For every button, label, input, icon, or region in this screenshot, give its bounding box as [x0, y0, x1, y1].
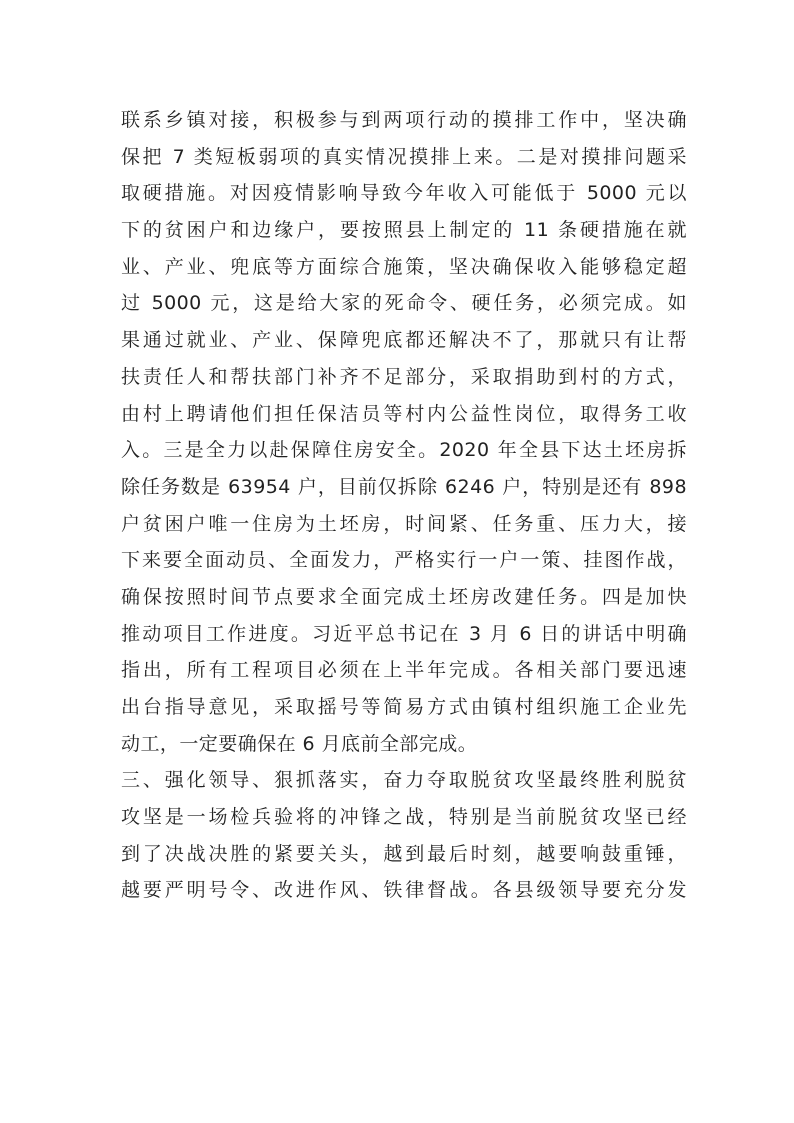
section-heading-line: 三、强化领导、狠抓落实，奋力夺取脱贫攻坚最终胜利脱贫	[121, 769, 687, 792]
text-line: 扶责任人和帮扶部门补齐不足部分，采取捐助到村的方式，	[121, 365, 687, 388]
text-line: 户贫困户唯一住房为土坯房，时间紧、任务重、压力大，接	[121, 512, 687, 535]
text-line: 出台指导意见，采取摇号等简易方式由镇村组织施工企业先	[121, 696, 687, 718]
text-line: 由村上聘请他们担任保洁员等村内公益性岗位，取得务工收	[121, 402, 687, 425]
text-line: 除任务数是 63954 户，目前仅拆除 6246 户，特别是还有 898	[121, 475, 687, 498]
text-line: 下来要全面动员、全面发力，严格实行一户一策、挂图作战，	[121, 549, 687, 572]
text-line: 过 5000 元，这是给大家的死命令、硬任务，必须完成。如	[121, 292, 687, 315]
text-line: 下的贫困户和边缘户，要按照县上制定的 11 条硬措施在就	[121, 219, 687, 242]
text-line: 入。三是全力以赴保障住房安全。2020 年全县下达土坯房拆	[121, 439, 687, 462]
text-line: 联系乡镇对接，积极参与到两项行动的摸排工作中，坚决确	[121, 109, 687, 131]
text-line: 保把 7 类短板弱项的真实情况摸排上来。二是对摸排问题采	[121, 145, 687, 168]
body-text	[121, 102, 687, 909]
text-line: 越要严明号令、改进作风、铁律督战。各县级领导要充分发	[121, 879, 687, 902]
text-line: 业、产业、兜底等方面综合施策，坚决确保收入能够稳定超	[121, 255, 687, 278]
text-line: 攻坚是一场检兵验将的冲锋之战，特别是当前脱贫攻坚已经	[121, 806, 687, 829]
text-line: 指出，所有工程项目必须在上半年完成。各相关部门要迅速	[121, 659, 687, 682]
text-line: 确保按照时间节点要求全面完成土坯房改建任务。四是加快	[121, 585, 687, 608]
text-line: 到了决战决胜的紧要关头，越到最后时刻，越要响鼓重锤，	[121, 842, 687, 865]
text-line: 推动项目工作进度。习近平总书记在 3 月 6 日的讲话中明确	[121, 622, 687, 645]
text-line: 果通过就业、产业、保障兜底都还解决不了，那就只有让帮	[121, 329, 687, 352]
text-line: 取硬措施。对因疫情影响导致今年收入可能低于 5000 元以	[121, 182, 687, 205]
text-line: 动工，一定要确保在 6 月底前全部完成。	[121, 732, 478, 755]
